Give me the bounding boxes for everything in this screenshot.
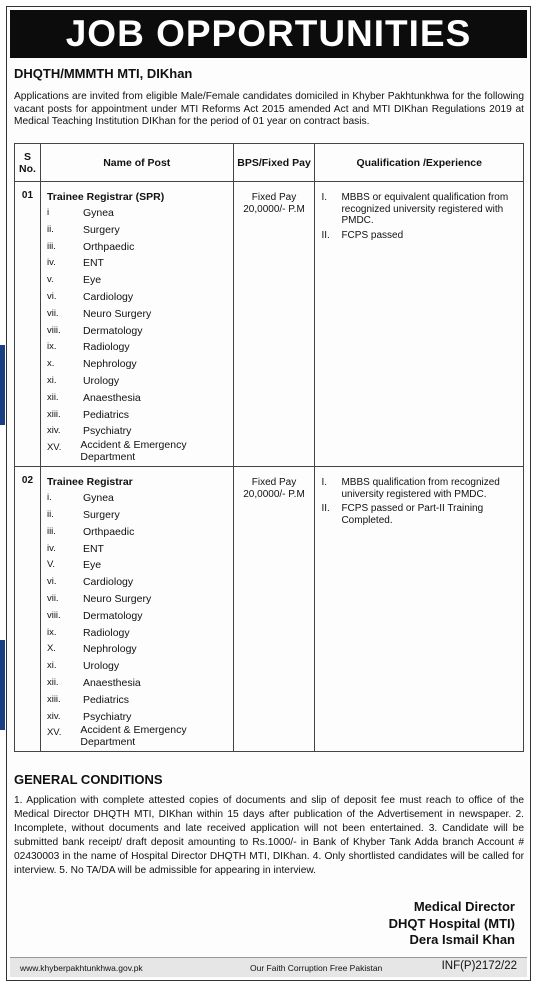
- specialty-number: x.: [46, 358, 55, 370]
- specialty-item: [47, 507, 233, 524]
- specialty-name: ENT: [82, 542, 104, 555]
- pay-cell: [233, 467, 315, 752]
- specialty-number: iii.: [46, 525, 56, 537]
- specialty-name: Neuro Surgery: [82, 592, 152, 605]
- signatory-city: Dera Ismail Khan: [409, 932, 515, 947]
- pay-type: Fixed Pay: [251, 192, 297, 203]
- specialty-number: i: [46, 207, 50, 218]
- qualification-number: II.: [321, 503, 330, 515]
- specialty-number: xiii.: [46, 408, 61, 420]
- specialty-number: v.: [46, 274, 54, 286]
- pay-amount: 20,0000/- P.M: [243, 489, 305, 501]
- specialty-item: [47, 255, 233, 272]
- specialty-item: [47, 725, 233, 751]
- table-header-row: [15, 144, 524, 182]
- specialty-item: [47, 675, 233, 692]
- col-header-sno: S No.: [15, 144, 41, 182]
- specialty-item: [47, 272, 233, 289]
- specialty-number: ix.: [46, 626, 57, 638]
- specialty-number: vi.: [46, 290, 57, 302]
- specialty-item: [47, 524, 233, 541]
- signatory-hospital: DHQT Hospital (MTI): [388, 915, 515, 931]
- post-cell: [40, 467, 233, 752]
- pay-amount: 20,0000/- P.M: [243, 204, 305, 215]
- specialty-item: [47, 205, 233, 222]
- specialty-name: Urology: [82, 374, 120, 387]
- organization-name: DHQTH/MMMTH MTI, DIKhan: [14, 66, 193, 81]
- specialty-number: xi.: [46, 374, 57, 386]
- left-edge-accent: [0, 640, 5, 730]
- specialty-number: iv.: [46, 257, 56, 269]
- specialty-name: Accident & Emergency Department: [80, 439, 187, 463]
- specialty-number: xii.: [46, 676, 59, 688]
- col-header-qualification: Qualification /Experience: [315, 144, 524, 182]
- specialty-item: [47, 323, 233, 340]
- specialty-number: xii.: [46, 391, 59, 403]
- specialty-name: Nephrology: [82, 643, 137, 656]
- specialty-name: Urology: [82, 660, 120, 673]
- specialty-list: [41, 490, 233, 751]
- pay-type: Fixed Pay: [251, 477, 297, 489]
- row-serial-number: 01: [15, 182, 41, 467]
- specialty-name: Accident & Emergency Department: [80, 724, 187, 748]
- specialty-item: [47, 625, 233, 642]
- specialty-name: Radiology: [82, 626, 130, 639]
- qualification-text: FCPS passed: [341, 229, 404, 241]
- qualification-item: [321, 192, 517, 227]
- signatory-title: Medical Director: [413, 899, 515, 914]
- specialty-name: Surgery: [82, 508, 120, 521]
- footer-bar: [10, 957, 527, 977]
- specialty-item: [47, 591, 233, 608]
- specialty-item: [47, 407, 233, 424]
- specialty-name: Nephrology: [82, 358, 137, 371]
- specialty-item: [47, 641, 233, 658]
- table-row: [15, 467, 524, 752]
- specialty-name: Eye: [82, 274, 102, 287]
- specialty-item: [47, 692, 233, 709]
- specialty-number: V.: [46, 559, 56, 571]
- post-title: Trainee Registrar: [46, 476, 133, 489]
- qualification-number: I.: [321, 192, 328, 203]
- specialty-item: [47, 373, 233, 390]
- signature-block: [389, 899, 515, 949]
- specialty-item: [47, 541, 233, 558]
- qualification-text: MBBS or equivalent qualification from recognized university registered with PMDC.: [341, 192, 509, 226]
- qualification-cell: [315, 467, 524, 752]
- specialty-item: [47, 306, 233, 323]
- specialty-name: Anaesthesia: [82, 676, 141, 689]
- specialty-name: Radiology: [82, 341, 130, 354]
- specialty-name: Orthpaedic: [82, 525, 135, 538]
- specialty-name: Pediatrics: [82, 693, 130, 706]
- specialty-item: [47, 222, 233, 239]
- specialty-name: Cardiology: [82, 576, 134, 589]
- footer-reference: INF(P)2172/22: [441, 960, 517, 972]
- left-edge-accent: [0, 345, 5, 425]
- specialty-name: Psychiatry: [82, 710, 132, 723]
- specialty-item: [47, 239, 233, 256]
- specialty-number: xiv.: [46, 710, 61, 722]
- specialty-name: Dermatology: [82, 609, 143, 622]
- specialty-item: [47, 356, 233, 373]
- specialty-item: [47, 709, 233, 726]
- col-header-post: Name of Post: [40, 144, 233, 182]
- specialty-item: [47, 608, 233, 625]
- row-serial-number: 02: [15, 467, 41, 752]
- specialty-name: Psychiatry: [82, 425, 132, 438]
- specialty-name: Orthpaedic: [82, 240, 135, 253]
- specialty-item: [47, 339, 233, 356]
- qualification-text: MBBS qualification from recognized university registered with PMDC.: [341, 477, 500, 500]
- specialty-number: ix.: [46, 341, 57, 353]
- specialty-name: Cardiology: [82, 290, 134, 303]
- specialty-name: Anaesthesia: [82, 391, 141, 404]
- intro-paragraph: Applications are invited from eligible Male/Female candidates domiciled in Khyber Pakhtunkhwa for the following vacant posts for appointment under MTI Reforms Act 2015 amended Act and MTI DIKhan Regulations 2019 at Medical Teaching Institution DIKhan for the period of 01 year on contract basis.: [14, 91, 524, 127]
- specialty-number: viii.: [46, 324, 61, 336]
- pay-cell: [233, 182, 315, 467]
- specialty-number: vii.: [46, 307, 59, 319]
- specialty-number: XV.: [46, 727, 62, 739]
- specialty-number: ii.: [46, 508, 54, 520]
- specialty-name: Gynea: [82, 492, 114, 505]
- general-conditions-title: GENERAL CONDITIONS: [14, 772, 163, 787]
- specialty-name: Dermatology: [82, 324, 143, 337]
- specialty-name: Surgery: [82, 223, 120, 236]
- specialty-number: X.: [46, 643, 56, 655]
- post-title: Trainee Registrar (SPR): [46, 191, 165, 203]
- footer-website-link[interactable]: www.khyberpakhtunkhwa.gov.pk: [20, 963, 143, 973]
- qualification-item: [321, 230, 517, 242]
- general-conditions-text: 1. Application with complete attested copies of documents and slip of deposit fee must reach to office of the Medical Director DHQTH MTI, DIKhan within 15 days after publication of the Advertisement in newspaper. 2. Incomplete, without documents and late received application will not been entertained. 3. Candidate will be submitted bank receipt/ draft deposit amounting to Rs.1000/- in Bank of Khyber Tank Adda branch Account # 02430003 in the name of Hospital Director DHQTH MTI, DIKhan. 4. Only shortlisted candidates will be called for interview. 5. No TA/DA will be admissible for appearing in interview.: [14, 795, 524, 876]
- specialty-name: Gynea: [82, 207, 114, 219]
- specialty-item: [47, 557, 233, 574]
- specialty-number: vi.: [46, 576, 57, 588]
- qualification-number: II.: [321, 229, 330, 241]
- posts-table: [14, 143, 524, 752]
- specialty-list: [41, 205, 233, 466]
- specialty-item: [47, 440, 233, 466]
- qualification-item: [321, 503, 517, 526]
- specialty-number: vii.: [46, 592, 59, 604]
- specialty-name: Eye: [82, 559, 102, 572]
- qualification-text: FCPS passed or Part-II Training Completed.: [341, 503, 484, 526]
- qualification-number: I.: [321, 477, 328, 489]
- specialty-number: i.: [46, 492, 52, 504]
- specialty-number: iv.: [46, 542, 56, 554]
- qualification-cell: [315, 182, 524, 467]
- specialty-number: xi.: [46, 660, 57, 672]
- post-cell: [40, 182, 233, 467]
- specialty-name: Neuro Surgery: [82, 307, 152, 320]
- specialty-number: XV.: [46, 442, 62, 454]
- specialty-item: [47, 289, 233, 306]
- specialty-name: ENT: [82, 257, 104, 270]
- specialty-number: ii.: [46, 223, 54, 235]
- specialty-item: [47, 490, 233, 507]
- specialty-number: xiv.: [46, 425, 61, 437]
- specialty-number: iii.: [46, 240, 56, 252]
- specialty-item: [47, 574, 233, 591]
- specialty-name: Pediatrics: [82, 408, 130, 421]
- specialty-item: [47, 423, 233, 440]
- footer-slogan: Our Faith Corruption Free Pakistan: [250, 963, 383, 973]
- specialty-number: xiii.: [46, 693, 61, 705]
- specialty-item: [47, 390, 233, 407]
- specialty-item: [47, 658, 233, 675]
- page-title: JOB OPPORTUNITIES: [10, 10, 527, 58]
- qualification-item: [321, 477, 517, 500]
- table-row: [15, 182, 524, 467]
- specialty-number: viii.: [46, 609, 61, 621]
- col-header-pay: BPS/Fixed Pay: [233, 144, 315, 182]
